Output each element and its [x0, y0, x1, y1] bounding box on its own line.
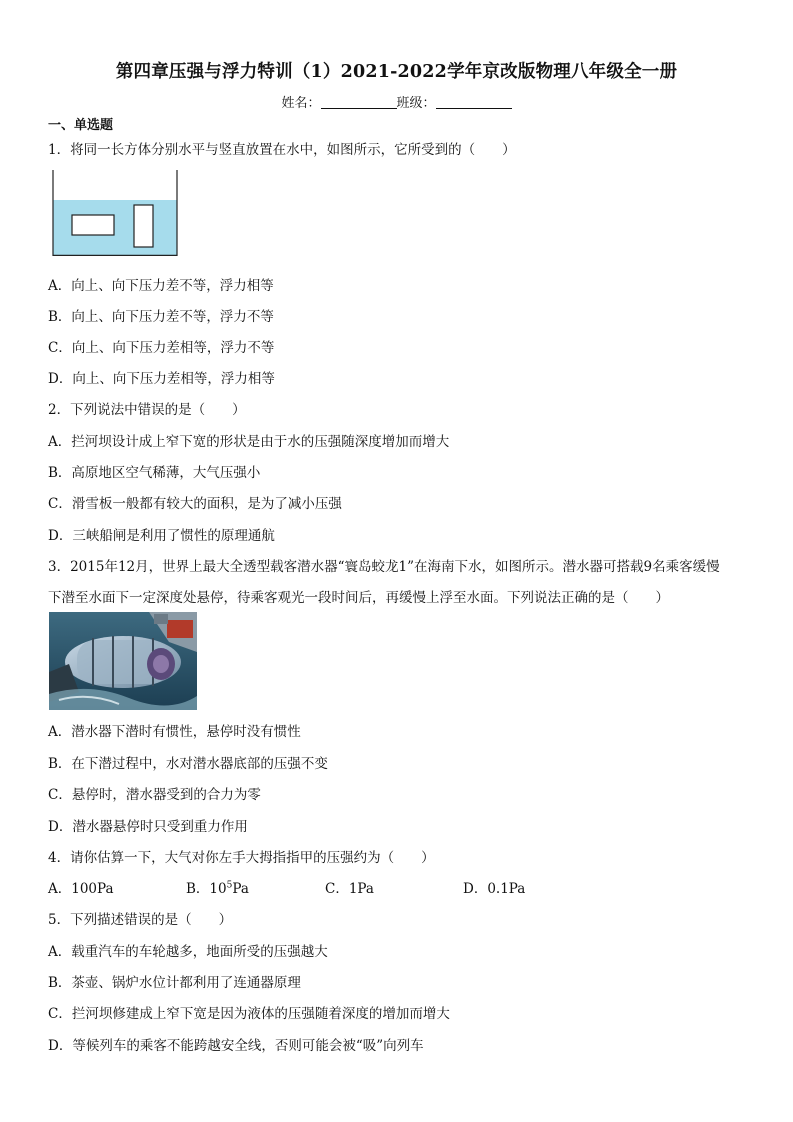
- question-4-stem: 4．请你估算一下，大气对你左手大拇指指甲的压强约为（ ）: [48, 850, 435, 866]
- question-2-option-d: D．三峡船闸是利用了惯性的原理通航: [48, 528, 275, 544]
- question-3-option-b: B．在下潜过程中，水对潜水器底部的压强不变: [48, 756, 328, 772]
- section-heading: 一、单选题: [48, 118, 114, 133]
- question-3-stem-line1: 3．2015年12月，世界上最大全透型载客潜水器“寰岛蛟龙1”在海南下水，如图所示。潜水器可搭载9名乘客缓慢: [48, 559, 720, 575]
- question-2-option-a: A．拦河坝设计成上窄下宽的形状是由于水的压强随深度增加而增大: [48, 434, 450, 450]
- option-b-base: B．10: [186, 881, 227, 897]
- vertical-block: [134, 205, 153, 247]
- question-4-option-a: A．100Pa: [48, 881, 114, 897]
- question-5-option-d: D．等候列车的乘客不能跨越安全线，否则可能会被“吸”向列车: [48, 1038, 424, 1054]
- question-2-stem: 2．下列说法中错误的是（ ）: [48, 402, 246, 418]
- worksheet-title: 第四章压强与浮力特训（1）2021-2022学年京改版物理八年级全一册: [115, 62, 678, 82]
- question-1-option-c: C．向上、向下压力差相等，浮力不等: [48, 340, 275, 356]
- option-b-exponent: 5: [226, 880, 233, 891]
- name-label: 姓名：: [281, 96, 321, 111]
- question-4-option-d: D．0.1Pa: [463, 881, 526, 897]
- name-blank[interactable]: [321, 94, 397, 109]
- question-2-option-c: C．滑雪板一般都有较大的面积，是为了减小压强: [48, 496, 342, 512]
- question-4-option-c: C．1Pa: [325, 881, 374, 897]
- water-container-figure: [52, 170, 178, 256]
- question-1-option-b: B．向上、向下压力差不等，浮力不等: [48, 309, 274, 325]
- question-3-option-d: D．潜水器悬停时只受到重力作用: [48, 819, 248, 835]
- question-1-option-a: A．向上、向下压力差不等，浮力相等: [48, 278, 274, 294]
- class-label: 班级：: [396, 96, 436, 111]
- horizontal-block: [72, 215, 114, 235]
- student-info-line: [0, 92, 793, 111]
- question-3-option-c: C．悬停时，潜水器受到的合力为零: [48, 787, 261, 803]
- question-4-option-b: [186, 877, 249, 897]
- question-5-option-c: C．拦河坝修建成上窄下宽是因为液体的压强随着深度的增加而增大: [48, 1006, 450, 1022]
- option-b-unit: Pa: [232, 881, 249, 897]
- question-1-option-d: D．向上、向下压力差相等，浮力相等: [48, 371, 275, 387]
- question-3-stem-line2: 下潜至水面下一定深度处悬停，待乘客观光一段时间后，再缓慢上浮至水面。下列说法正确的是（ ）: [48, 590, 669, 606]
- submersible-photo: [49, 612, 197, 710]
- question-2-option-b: B．高原地区空气稀薄，大气压强小: [48, 465, 261, 481]
- question-3-option-a: A．潜水器下潜时有惯性，悬停时没有惯性: [48, 724, 301, 740]
- question-5-option-b: B．茶壶、锅炉水位计都利用了连通器原理: [48, 975, 301, 991]
- question-5-stem: 5．下列描述错误的是（ ）: [48, 912, 233, 928]
- question-5-option-a: A．载重汽车的车轮越多，地面所受的压强越大: [48, 944, 328, 960]
- question-1-stem: 1．将同一长方体分别水平与竖直放置在水中，如图所示，它所受到的（ ）: [48, 142, 516, 158]
- class-blank[interactable]: [436, 94, 512, 109]
